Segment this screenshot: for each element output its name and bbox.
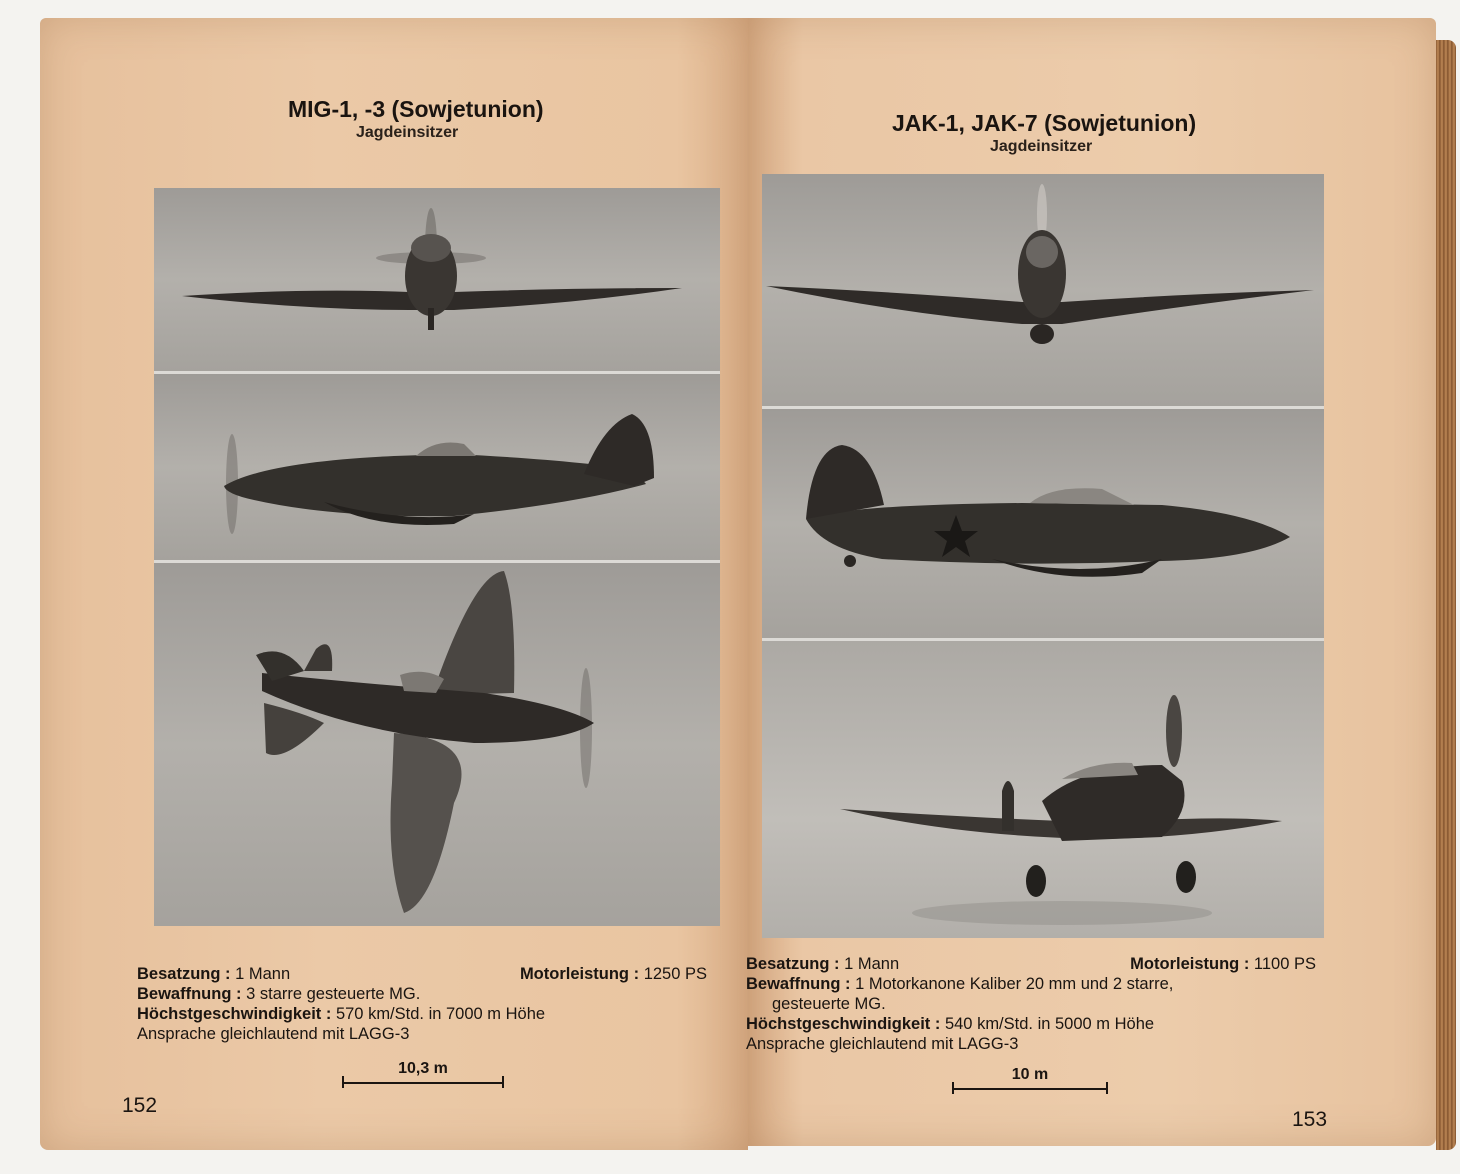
speed-row — [746, 1014, 1316, 1034]
left-page-subtitle: Jagdeinsitzer — [356, 124, 459, 141]
scale-label: 10 m — [1011, 1066, 1049, 1083]
speed-value: 570 km/Std. in 7000 m Höhe — [335, 1005, 546, 1023]
right-page-number: 153 — [1292, 1108, 1328, 1131]
left-spec-block — [137, 964, 707, 1044]
jak-side-view — [762, 409, 1324, 638]
armament-label: Bewaffnung : — [137, 985, 242, 1003]
mig-front-view — [154, 188, 720, 371]
note-row: Ansprache gleichlautend mit LAGG-3 — [137, 1025, 410, 1043]
engine-value: 1100 PS — [1253, 955, 1316, 973]
scale-line — [952, 1088, 1108, 1090]
left-scale-bar — [342, 1060, 504, 1088]
left-page — [40, 18, 748, 1150]
armament-value-line-2: gesteuerte MG. — [772, 995, 886, 1013]
crew-value: 1 Mann — [235, 965, 291, 983]
armament-row — [746, 974, 1316, 994]
jak-front-view — [762, 174, 1324, 406]
engine-row — [520, 964, 707, 984]
armament-value-line-1: 1 Motorkanone Kaliber 20 mm und 2 starre, — [855, 975, 1174, 993]
engine-label: Motorleistung : — [1130, 955, 1250, 973]
scale-line — [342, 1082, 504, 1084]
mig-plan-view — [154, 563, 720, 926]
left-page-number: 152 — [122, 1094, 158, 1117]
crew-row — [746, 954, 1316, 974]
right-page-subtitle: Jagdeinsitzer — [990, 138, 1093, 155]
armament-label: Bewaffnung : — [746, 975, 851, 993]
scale-tick — [342, 1076, 344, 1088]
engine-value: 1250 PS — [643, 965, 707, 983]
speed-label: Höchstgeschwindigkeit : — [746, 1015, 941, 1033]
right-scale-bar — [952, 1066, 1108, 1094]
page-edges — [1436, 40, 1456, 1150]
crew-value: 1 Mann — [844, 955, 900, 973]
scale-tick — [952, 1082, 954, 1094]
left-page-title: MIG-1, -3 (Sowjetunion) — [288, 96, 544, 122]
speed-value: 540 km/Std. in 5000 m Höhe — [944, 1015, 1155, 1033]
speed-label: Höchstgeschwindigkeit : — [137, 1005, 332, 1023]
left-photo-plate — [154, 188, 720, 926]
note-row: Ansprache gleichlautend mit LAGG-3 — [746, 1035, 1019, 1053]
right-page — [748, 18, 1436, 1146]
mig-side-view — [154, 374, 720, 560]
scale-tick — [502, 1076, 504, 1088]
engine-label: Motorleistung : — [519, 965, 640, 983]
jak-ground-view — [762, 641, 1324, 938]
engine-row — [1130, 954, 1316, 974]
speed-row — [137, 1004, 707, 1024]
scale-tick — [1106, 1082, 1108, 1094]
right-page-title: JAK-1, JAK-7 (Sowjetunion) — [892, 110, 1197, 136]
crew-label: Besatzung : — [746, 955, 840, 973]
crew-label: Besatzung : — [137, 965, 231, 983]
scale-label: 10,3 m — [398, 1060, 448, 1077]
armament-row — [137, 984, 707, 1004]
right-photo-plate — [762, 174, 1324, 938]
crew-row — [137, 964, 707, 984]
right-spec-block — [746, 954, 1316, 1054]
armament-value: 3 starre gesteuerte MG. — [246, 985, 421, 1003]
